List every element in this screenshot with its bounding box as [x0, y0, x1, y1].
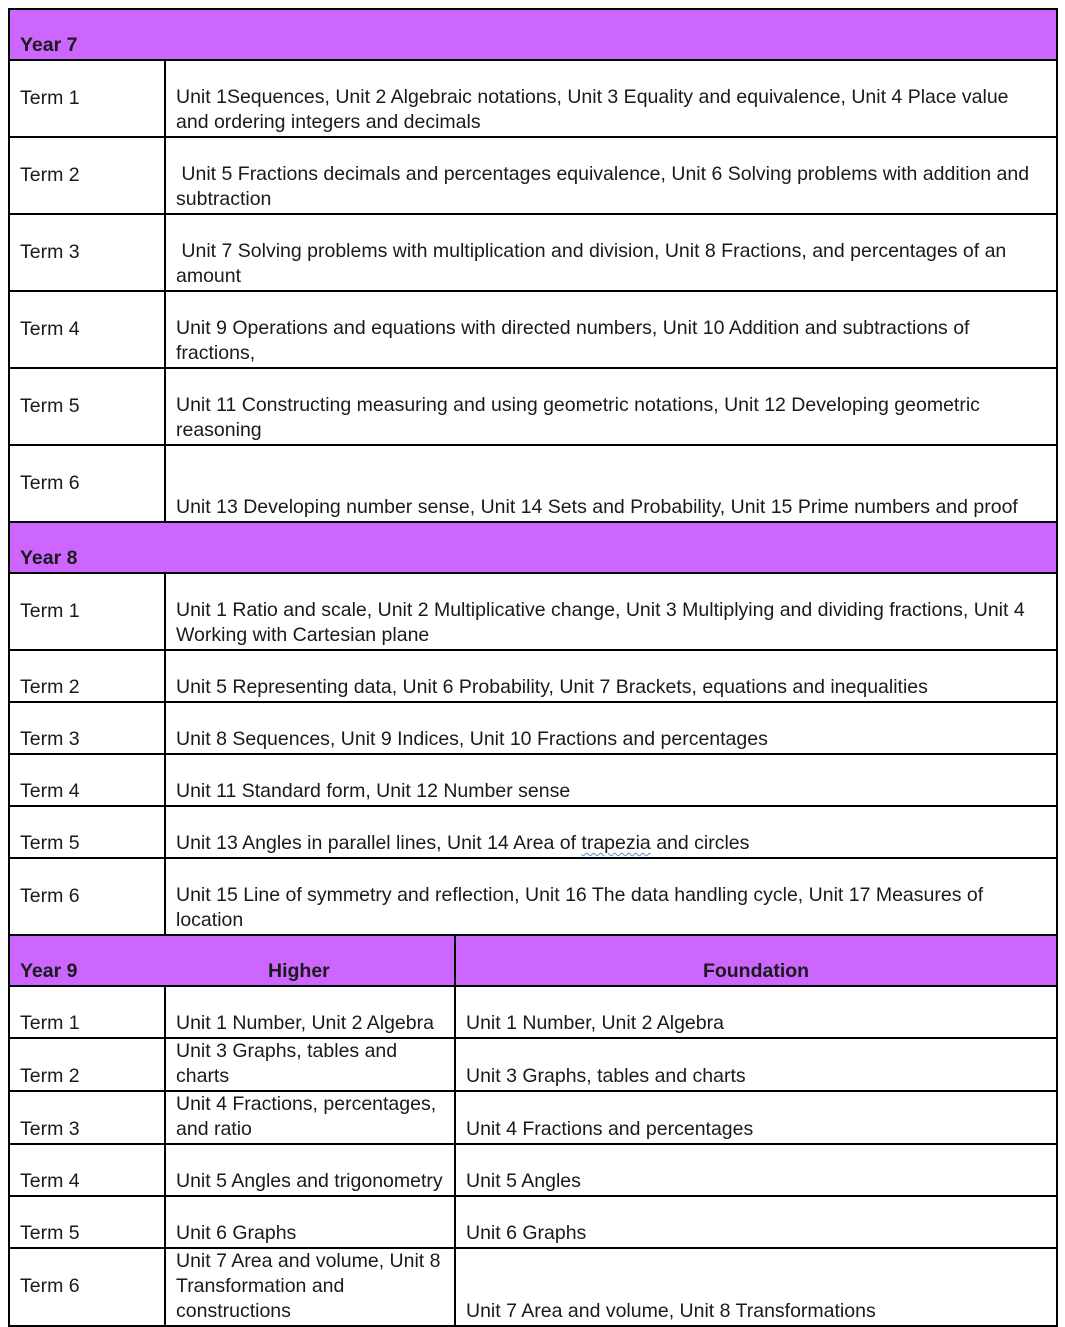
table-row — [9, 858, 1057, 935]
higher-cell: Unit 1 Number, Unit 2 Algebra — [165, 986, 455, 1038]
term-label: Term 3 — [9, 1091, 165, 1144]
table-row — [9, 214, 1057, 291]
units-cell: Unit 15 Line of symmetry and reflection, Unit 16 The data handling cycle, Unit 17 Measures of location — [165, 858, 1057, 935]
term-label: Term 6 — [9, 1248, 165, 1326]
term-label: Term 4 — [9, 1144, 165, 1196]
year9-heading-cell — [9, 935, 455, 986]
table-row — [9, 986, 1057, 1038]
term-label: Term 5 — [9, 368, 165, 445]
table-row — [9, 1091, 1057, 1144]
higher-cell: Unit 6 Graphs — [165, 1196, 455, 1248]
table-row — [9, 1248, 1057, 1326]
year7-header-row — [9, 9, 1057, 60]
term-label: Term 6 — [9, 445, 165, 522]
table-row — [9, 1196, 1057, 1248]
units-cell: Unit 7 Solving problems with multiplication and division, Unit 8 Fractions, and percentages of an amount — [165, 214, 1057, 291]
units-cell — [165, 806, 1057, 858]
term-label: Term 3 — [9, 214, 165, 291]
units-cell: Unit 5 Fractions decimals and percentages equivalence, Unit 6 Solving problems with addition and subtraction — [165, 137, 1057, 214]
higher-cell: Unit 3 Graphs, tables and charts — [165, 1038, 455, 1091]
table-row — [9, 291, 1057, 368]
units-cell: Unit 8 Sequences, Unit 9 Indices, Unit 10 Fractions and percentages — [165, 702, 1057, 754]
foundation-cell: Unit 5 Angles — [455, 1144, 1057, 1196]
term-label: Term 1 — [9, 60, 165, 137]
table-row — [9, 445, 1057, 522]
term-label: Term 2 — [9, 1038, 165, 1091]
curriculum-table — [8, 8, 1058, 1327]
year9-header-row — [9, 935, 1057, 986]
foundation-cell: Unit 6 Graphs — [455, 1196, 1057, 1248]
units-cell: Unit 5 Representing data, Unit 6 Probability, Unit 7 Brackets, equations and inequalities — [165, 650, 1057, 702]
table-row — [9, 806, 1057, 858]
table-row — [9, 368, 1057, 445]
year8-heading: Year 8 — [9, 522, 1057, 573]
year9-heading: Year 9 — [20, 960, 78, 982]
term-label: Term 5 — [9, 806, 165, 858]
table-row — [9, 573, 1057, 650]
year7-heading: Year 7 — [9, 9, 1057, 60]
table-row — [9, 60, 1057, 137]
term-label: Term 6 — [9, 858, 165, 935]
table-row — [9, 702, 1057, 754]
term-label: Term 5 — [9, 1196, 165, 1248]
term-label: Term 2 — [9, 137, 165, 214]
higher-cell: Unit 5 Angles and trigonometry — [165, 1144, 455, 1196]
units-cell: Unit 1 Ratio and scale, Unit 2 Multiplicative change, Unit 3 Multiplying and dividing fractions, Unit 4 Working with Cartesian plane — [165, 573, 1057, 650]
foundation-cell: Unit 3 Graphs, tables and charts — [455, 1038, 1057, 1091]
units-cell: Unit 11 Constructing measuring and using geometric notations, Unit 12 Developing geometric reasoning — [165, 368, 1057, 445]
term-label: Term 2 — [9, 650, 165, 702]
units-cell: Unit 9 Operations and equations with directed numbers, Unit 10 Addition and subtractions of fractions, — [165, 291, 1057, 368]
term-label: Term 1 — [9, 986, 165, 1038]
foundation-heading: Foundation — [455, 935, 1057, 986]
term-label: Term 4 — [9, 754, 165, 806]
units-cell: Unit 11 Standard form, Unit 12 Number sense — [165, 754, 1057, 806]
table-row — [9, 137, 1057, 214]
term-label: Term 3 — [9, 702, 165, 754]
foundation-cell: Unit 1 Number, Unit 2 Algebra — [455, 986, 1057, 1038]
higher-cell: Unit 4 Fractions, percentages, and ratio — [165, 1091, 455, 1144]
units-cell: Unit 1Sequences, Unit 2 Algebraic notations, Unit 3 Equality and equivalence, Unit 4 Place value and ordering integers and decimals — [165, 60, 1057, 137]
foundation-cell: Unit 4 Fractions and percentages — [455, 1091, 1057, 1144]
foundation-cell: Unit 7 Area and volume, Unit 8 Transformations — [455, 1248, 1057, 1326]
term-label: Term 4 — [9, 291, 165, 368]
units-text: and circles — [650, 832, 750, 854]
higher-cell: Unit 7 Area and volume, Unit 8 Transformation and constructions — [165, 1248, 455, 1326]
table-row — [9, 650, 1057, 702]
spellcheck-flagged-word[interactable]: trapezia — [581, 832, 651, 854]
term-label: Term 1 — [9, 573, 165, 650]
year8-header-row — [9, 522, 1057, 573]
table-row — [9, 754, 1057, 806]
table-row — [9, 1038, 1057, 1091]
units-text: Unit 13 Angles in parallel lines, Unit 14 Area of — [176, 832, 582, 854]
table-row — [9, 1144, 1057, 1196]
higher-heading: Higher — [268, 960, 330, 982]
units-cell: Unit 13 Developing number sense, Unit 14 Sets and Probability, Unit 15 Prime numbers and proof — [165, 445, 1057, 522]
